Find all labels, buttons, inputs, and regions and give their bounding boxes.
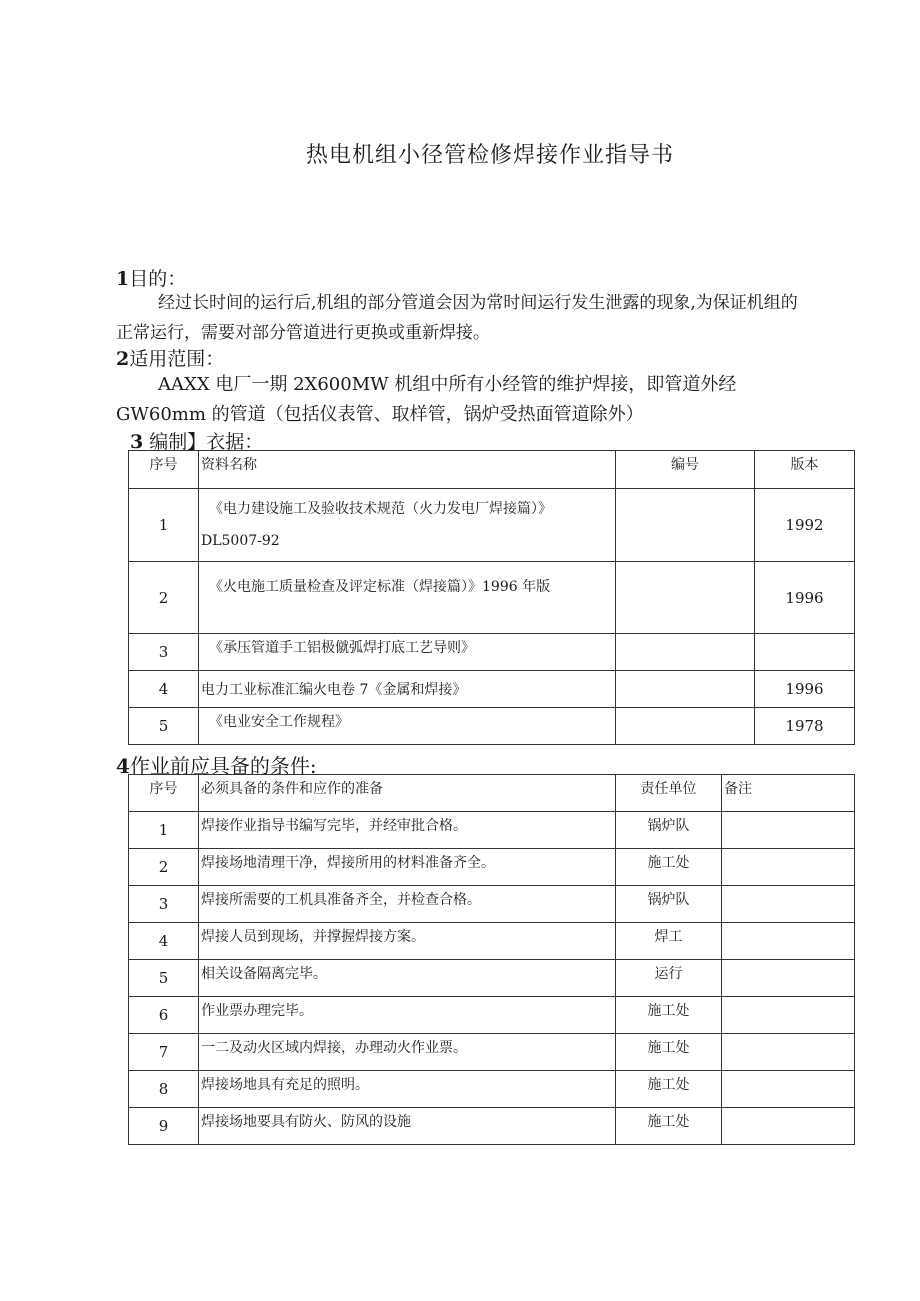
section-4-number: 4 <box>116 754 130 778</box>
table-row <box>129 634 855 671</box>
section-2-line-1: AAXX 电厂一期 2X600MW 机组中所有小经管的维护焊接，即管道外经 <box>158 374 737 395</box>
section-1-number: 1 <box>116 268 130 290</box>
row-name: 《电业安全工作规程》 <box>199 708 616 745</box>
table-row <box>129 997 855 1034</box>
table-row <box>129 812 855 849</box>
row-condition: 焊接场地具有充足的照明。 <box>199 1071 616 1108</box>
section-2-title: 适用范围： <box>129 348 225 370</box>
preconditions-table-header <box>129 775 855 812</box>
row-condition: 焊接所需要的工机具准备齐全，并检查合格。 <box>199 886 616 923</box>
row-code <box>616 634 755 671</box>
row-code <box>616 562 755 634</box>
row-index: 7 <box>129 1034 199 1071</box>
row-name-line-1: 《电力建设施工及验收技术规范（火力发电厂焊接篇）》 <box>209 501 552 517</box>
row-index: 2 <box>129 562 199 634</box>
preconditions-table <box>128 774 855 1145</box>
table-row <box>129 489 855 562</box>
row-unit: 施工处 <box>616 997 722 1034</box>
table-row <box>129 1071 855 1108</box>
section-1-title: 目的： <box>129 268 187 290</box>
row-condition: 焊接人员到现场，并撑握焊接方案。 <box>199 923 616 960</box>
table-row <box>129 562 855 634</box>
row-condition: 相关设备隔离完毕。 <box>199 960 616 997</box>
row-code <box>616 489 755 562</box>
row-version: 1978 <box>755 708 855 745</box>
col-header-condition: 必须具备的条件和应作的准备 <box>199 775 616 812</box>
section-4-title: 作业前应具备的条件: <box>129 754 317 778</box>
col-header-name: 资料名称 <box>199 451 616 489</box>
section-2-heading <box>116 344 224 371</box>
table-row <box>129 1108 855 1145</box>
row-unit: 锅炉队 <box>616 812 722 849</box>
row-unit: 运行 <box>616 960 722 997</box>
row-index: 9 <box>129 1108 199 1145</box>
row-note <box>722 812 855 849</box>
row-unit: 锅炉队 <box>616 886 722 923</box>
col-header-index: 序号 <box>129 451 199 489</box>
row-index: 6 <box>129 997 199 1034</box>
table-row <box>129 923 855 960</box>
row-name <box>199 489 616 562</box>
row-index: 5 <box>129 708 199 745</box>
row-condition: 焊接作业指导书编写完毕，并经审批合格。 <box>199 812 616 849</box>
row-code <box>616 708 755 745</box>
row-condition: 焊接场地要具有防火、防风的设施 <box>199 1108 616 1145</box>
row-index: 1 <box>129 489 199 562</box>
row-note <box>722 997 855 1034</box>
row-index: 4 <box>129 923 199 960</box>
row-name: 《承压管道手工铝极僦弧焊打底工艺导则》 <box>199 634 616 671</box>
row-unit: 施工处 <box>616 1034 722 1071</box>
row-note <box>722 960 855 997</box>
section-2-number: 2 <box>116 348 130 370</box>
row-version <box>755 634 855 671</box>
section-3-number: 3 <box>130 431 144 453</box>
row-unit: 施工处 <box>616 1108 722 1145</box>
row-index: 8 <box>129 1071 199 1108</box>
col-header-index: 序号 <box>129 775 199 812</box>
table-row <box>129 886 855 923</box>
section-1-line-2: 正常运行，需要对部分管道进行更换或重新焊接。 <box>116 323 490 343</box>
row-index: 5 <box>129 960 199 997</box>
section-2-body <box>116 370 876 430</box>
col-header-code: 编号 <box>616 451 755 489</box>
section-1-line-1: 经过长时间的运行后,机组的部分管道会因为常时间运行发生泄露的现象,为保证机组的 <box>158 293 798 313</box>
section-2-line-2: GW60mm 的管道（包括仪表管、取样管，锅炉受热面管道除外） <box>116 404 644 425</box>
row-note <box>722 1071 855 1108</box>
row-condition: 焊接场地清理干净，焊接所用的材料准备齐全。 <box>199 849 616 886</box>
row-name: 《火电施工质量检查及评定标准（焊接篇）》1996 年版 <box>199 562 616 634</box>
table-row <box>129 1034 855 1071</box>
table-row <box>129 960 855 997</box>
row-version: 1992 <box>755 489 855 562</box>
section-1-body <box>116 288 876 348</box>
document-title: 热电机组小径管检修焊接作业指导书 <box>305 143 674 168</box>
row-version: 1996 <box>755 671 855 708</box>
row-condition: 一二及动火区域内焊接，办理动火作业票。 <box>199 1034 616 1071</box>
row-condition: 作业票办理完毕。 <box>199 997 616 1034</box>
row-unit: 施工处 <box>616 849 722 886</box>
col-header-version: 版本 <box>755 451 855 489</box>
table-row <box>129 708 855 745</box>
row-note <box>722 886 855 923</box>
row-unit: 焊工 <box>616 923 722 960</box>
row-note <box>722 849 855 886</box>
row-version: 1996 <box>755 562 855 634</box>
table-row <box>129 671 855 708</box>
row-note <box>722 1108 855 1145</box>
row-unit: 施工处 <box>616 1071 722 1108</box>
row-note <box>722 923 855 960</box>
row-index: 2 <box>129 849 199 886</box>
col-header-note: 备注 <box>722 775 855 812</box>
row-index: 4 <box>129 671 199 708</box>
row-code <box>616 671 755 708</box>
section-3-title: 编制】衣据： <box>149 431 264 453</box>
row-index: 3 <box>129 886 199 923</box>
reference-table <box>128 450 855 745</box>
row-name-line-2: DL5007-92 <box>201 533 280 549</box>
row-note <box>722 1034 855 1071</box>
reference-table-header <box>129 451 855 489</box>
row-index: 1 <box>129 812 199 849</box>
row-index: 3 <box>129 634 199 671</box>
row-name: 电力工业标准汇编火电卷 7《金属和焊接》 <box>199 671 616 708</box>
table-row <box>129 849 855 886</box>
section-1-heading <box>116 264 186 291</box>
col-header-unit: 责任单位 <box>616 775 722 812</box>
